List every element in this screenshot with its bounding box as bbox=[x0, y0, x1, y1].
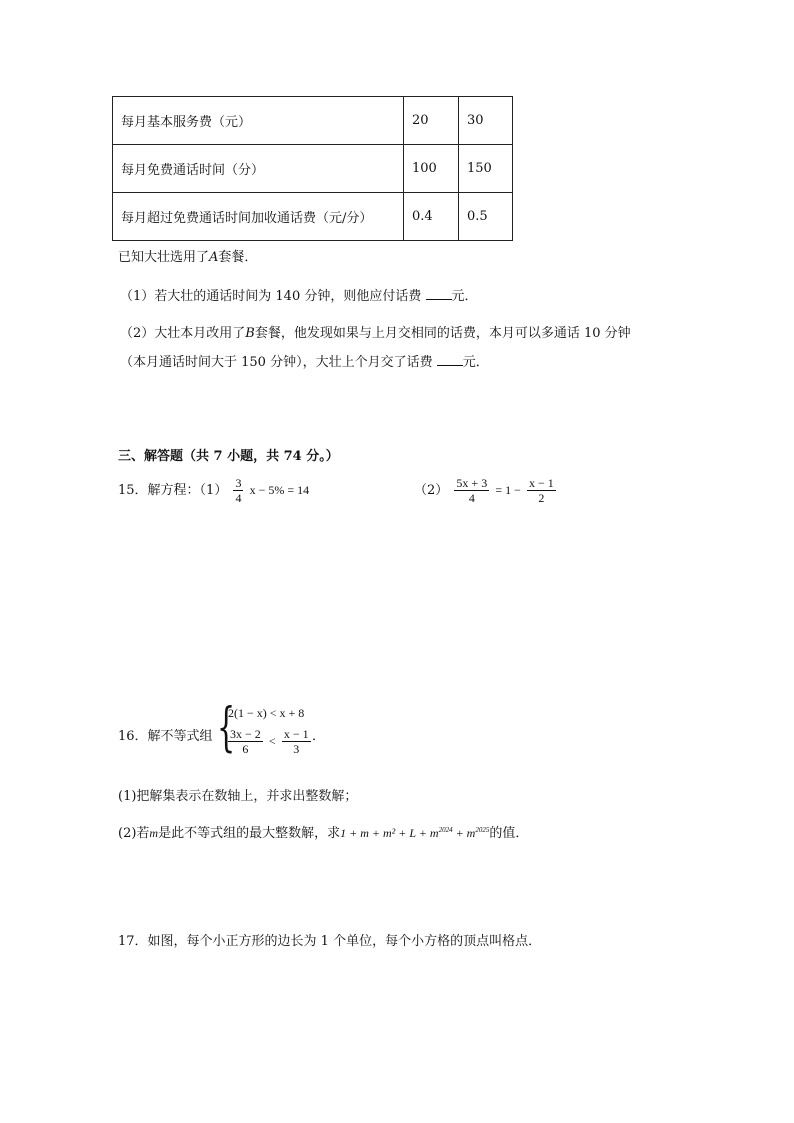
table-cell: 0.4 bbox=[404, 193, 459, 241]
q16-label: 16．解不等式组 bbox=[118, 729, 213, 744]
table-cell: 30 bbox=[459, 97, 513, 145]
table-cell: 0.5 bbox=[459, 193, 513, 241]
q15-part2 bbox=[414, 476, 558, 505]
equation: = 1 − bbox=[495, 483, 521, 497]
text: （2）大壮本月改用了 bbox=[120, 326, 246, 341]
text: 的值． bbox=[489, 826, 529, 841]
q16-end: ． bbox=[312, 729, 326, 744]
operator: < bbox=[268, 734, 276, 748]
q14-intro bbox=[118, 246, 257, 265]
table-row bbox=[113, 97, 513, 145]
variable: A bbox=[209, 250, 219, 265]
inequality-1: 2(1 − x) < x + 8 bbox=[228, 706, 305, 720]
equation: x − 5% = 14 bbox=[249, 483, 310, 497]
answer-blank[interactable] bbox=[437, 353, 463, 366]
section-title: 三、解答题（共 7 小题，共 74 分。） bbox=[118, 449, 339, 464]
q16-part1: (1)把解集表示在数轴上，并求出整数解； bbox=[118, 789, 358, 804]
answer-blank[interactable] bbox=[426, 287, 452, 300]
fraction: $\frac{5x + 3}{4}$ bbox=[456, 476, 488, 505]
series-expression: $1 + m + m^2 + L + m^{2024} + m^{2025}$ bbox=[340, 826, 490, 840]
table-row bbox=[113, 193, 513, 241]
q14-part2-line2 bbox=[120, 351, 489, 370]
fraction: $\frac{3}{4}$ bbox=[235, 476, 242, 505]
text: 已知大壮选用了 bbox=[118, 250, 210, 265]
part-label: （2） bbox=[414, 483, 449, 498]
table-cell: 20 bbox=[404, 97, 459, 145]
q17: 17．如图，每个小正方形的边长为 1 个单位，每个小方格的顶点叫格点． bbox=[118, 934, 542, 949]
text: 套餐，他发现如果与上月交相同的话费，本月可以多通话 10 分钟 bbox=[254, 326, 631, 341]
table-cell: 150 bbox=[459, 145, 513, 193]
q14-part2-line1 bbox=[120, 322, 631, 341]
table-cell: 100 bbox=[404, 145, 459, 193]
q16-part2 bbox=[118, 822, 528, 841]
table-cell: 每月免费通话时间（分） bbox=[113, 145, 404, 193]
text: (2)若 bbox=[118, 826, 150, 841]
text: 是此不等式组的最大整数解，求 bbox=[158, 826, 341, 841]
fraction: $\frac{3x - 2}{6}$ bbox=[230, 727, 261, 756]
brace: { bbox=[217, 698, 236, 758]
table-row bbox=[113, 145, 513, 193]
table-cell: 每月超过免费通话时间加收通话费（元/分） bbox=[113, 193, 404, 241]
variable: m bbox=[149, 826, 159, 840]
text: 元． bbox=[462, 355, 489, 370]
fraction: $\frac{x - 1}{3}$ bbox=[283, 727, 309, 756]
table-cell: 每月基本服务费（元） bbox=[113, 97, 404, 145]
q14-part1 bbox=[120, 285, 478, 304]
inequality-2 bbox=[226, 727, 313, 756]
text: （本月通话时间大于 150 分钟），大壮上个月交了话费 bbox=[120, 355, 433, 370]
text: 套餐． bbox=[218, 250, 258, 265]
fee-table bbox=[112, 96, 513, 241]
q15 bbox=[118, 476, 309, 505]
text: （1）若大壮的通话时间为 140 分钟，则他应付话费 bbox=[120, 289, 422, 304]
question-label: 15．解方程：（1） bbox=[118, 483, 228, 498]
fraction: $\frac{x - 1}{2}$ bbox=[529, 476, 554, 505]
variable: B bbox=[245, 326, 255, 341]
text: 元． bbox=[451, 289, 478, 304]
